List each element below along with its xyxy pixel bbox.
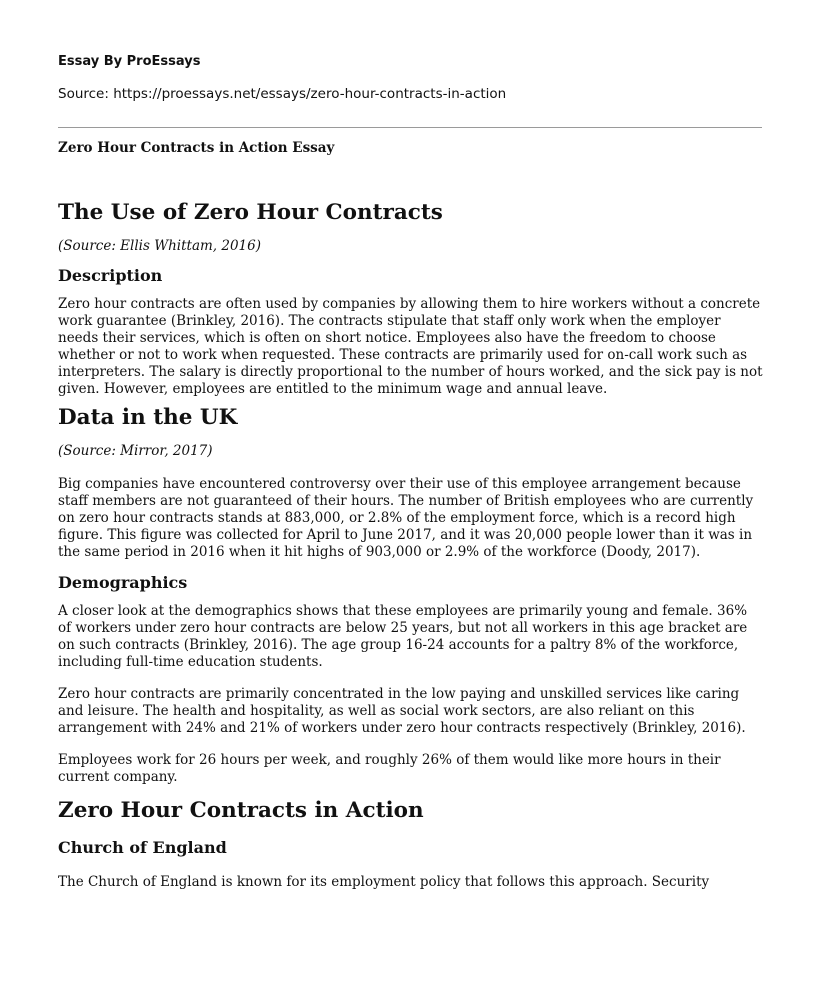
source-citation: (Source: Ellis Whittam, 2016) [58,238,262,254]
section-heading-data: Data in the UK [58,405,238,430]
brand-label: Essay By ProEssays [58,54,201,69]
document-title: Zero Hour Contracts in Action Essay [58,140,335,156]
paragraph: Zero hour contracts are primarily concentrated in the low paying and unskilled services like caring and leisure. The health and hospitality, as well as social work sectors, are also reliant on this arrangement with 24% and 21% of workers under zero hour contracts respectively (Brinkley, 2016). [58,686,746,736]
paragraph: The Church of England is known for its employment policy that follows this approach. Security [58,874,710,890]
paragraph: Zero hour contracts are often used by companies by allowing them to hire workers without a concrete work guarantee (Brinkley, 2016). The contracts stipulate that staff only work when the employer needs their services, which is often on short notice. Employees also have the freedom to choose whether or not to work when requested. These contracts are primarily used for on-call work such as interpreters. The salary is directly proportional to the number of hours worked, and the sick pay is not given. However, employees are entitled to the minimum wage and annual leave. [58,296,763,397]
paragraph: Big companies have encountered controversy over their use of this employee arrangement because staff members are not guaranteed of their hours. The number of British employees who are currently on zero hour contracts stands at 883,000, or 2.8% of the employment force, which is a record high figure. This figure was collected for April to June 2017, and it was 20,000 people lower than it was in the same period in 2016 when it hit highs of 903,000 or 2.9% of the workforce (Doody, 2017). [58,476,754,560]
source-url: Source: https://proessays.net/essays/zero-hour-contracts-in-action [58,86,507,102]
divider [58,127,762,128]
source-citation: (Source: Mirror, 2017) [58,443,213,459]
subheading-church: Church of England [58,838,227,857]
paragraph: A closer look at the demographics shows that these employees are primarily young and female. 36% of workers under zero hour contracts are below 25 years, but not all workers in this age bracket are on such contracts (Brinkley, 2016). The age group 16-24 accounts for a paltry 8% of the workforce, including full-time education students. [58,603,748,670]
subheading-demographics: Demographics [58,573,188,592]
paragraph: Employees work for 26 hours per week, and roughly 26% of them would like more hours in their current company. [58,752,721,785]
section-heading-action: Zero Hour Contracts in Action [58,798,424,823]
subheading-description: Description [58,266,163,285]
essay-body [58,196,764,891]
section-heading-use: The Use of Zero Hour Contracts [58,200,443,225]
